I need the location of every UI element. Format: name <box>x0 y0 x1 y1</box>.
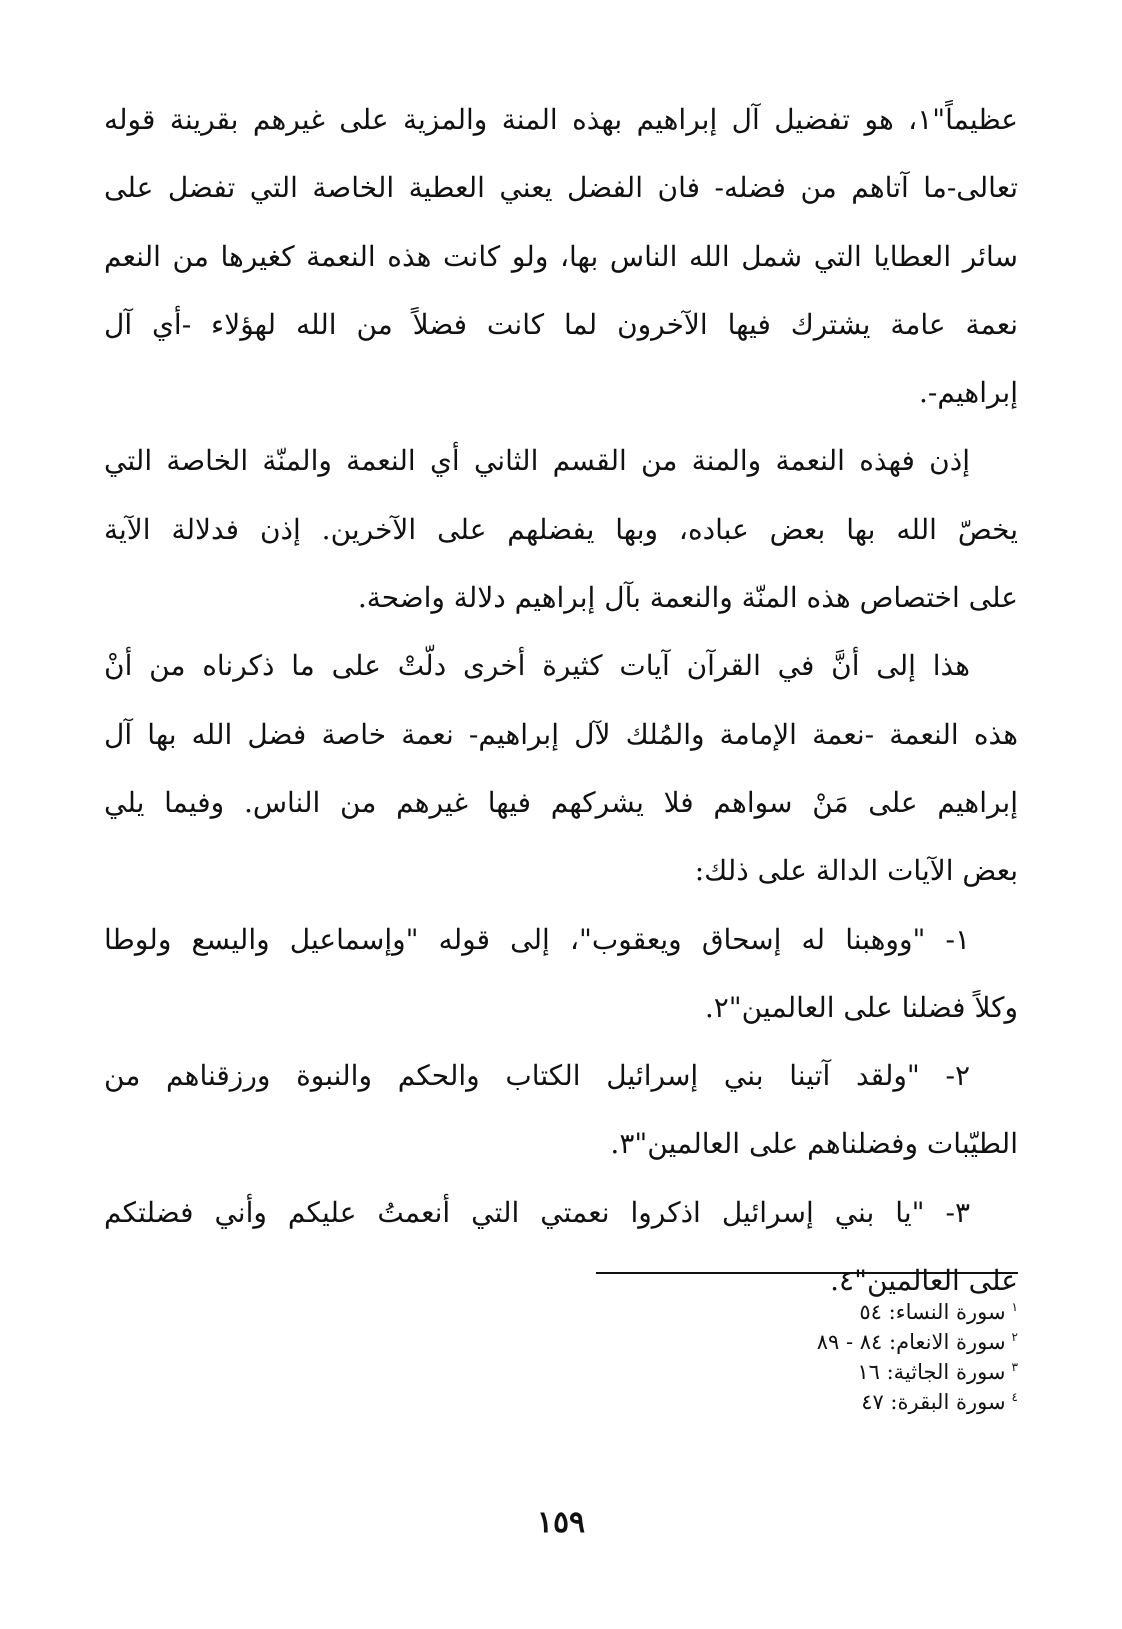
footnote-number: ٣ <box>1011 1360 1018 1374</box>
text-line: هذا إلى أنَّ في القرآن آيات كثيرة أخرى دلّتْ على ما ذكرناه من أنْ <box>104 649 970 683</box>
text-line: على اختصاص هذه المنّة والنعمة بآل إبراهيم دلالة واضحة. <box>357 581 1018 615</box>
text-line: وكلاً فضلنا على العالمين"٢. <box>704 990 1018 1024</box>
footnote-number: ٤ <box>1011 1390 1018 1404</box>
page-number: ١٥٩ <box>536 1505 586 1540</box>
text-line: نعمة عامة يشترك فيها الآخرون لما كانت فضلاً من الله لهؤلاء -أي آل <box>104 307 1018 341</box>
text-line: ٢- "ولقد آتينا بني إسرائيل الكتاب والحكم والنبوة ورزقناهم من <box>104 1059 970 1093</box>
footnote-number: ٢ <box>1011 1330 1018 1344</box>
footnote-text: سورة الجاثية: ١٦ <box>857 1360 1006 1384</box>
text-line: عظيماً"١، هو تفضيل آل إبراهيم بهذه المنة والمزية على غيرهم بقرينة قوله <box>104 103 1018 136</box>
text-line: ١- "ووهبنا له إسحاق ويعقوب"، إلى قوله "وإسماعيل واليسع ولوطا <box>104 922 970 956</box>
footnote-text: سورة البقرة: ٤٧ <box>861 1390 1006 1414</box>
text-line: إبراهيم-. <box>918 376 1018 410</box>
main-text <box>104 86 1018 1315</box>
footnotes <box>596 1292 1018 1412</box>
footnote-text: سورة الانعام: ٨٤ - ٨٩ <box>816 1330 1006 1354</box>
text-line: ٣- "يا بني إسرائيل اذكروا نعمتي التي أنعمتُ عليكم وأني فضلتكم <box>104 1195 970 1229</box>
text-line: إبراهيم على مَنْ سواهم فلا يشركهم فيها غيرهم من الناس. وفيما يلي <box>104 785 1018 819</box>
text-line: على العالمين"٤. <box>830 1264 1018 1298</box>
footnote <box>596 1352 1018 1382</box>
text-line: تعالى-ما آتاهم من فضله- فان الفضل يعني العطية الخاصة التي تفضل على <box>104 171 1018 205</box>
footnote-text: سورة النساء: ٥٤ <box>859 1300 1006 1324</box>
footnote-separator <box>596 1272 1018 1274</box>
footnote <box>596 1292 1018 1322</box>
footnote-number: ١ <box>1011 1300 1018 1314</box>
footnote <box>596 1382 1018 1412</box>
text-line: الطيّبات وفضلناهم على العالمين"٣. <box>610 1127 1018 1161</box>
text-line: بعض الآيات الدالة على ذلك: <box>694 854 1018 888</box>
footnote <box>596 1322 1018 1352</box>
text-line: سائر العطايا التي شمل الله الناس بها، ولو كانت هذه النعمة كغيرها من النعم <box>104 239 1018 273</box>
text-line: إذن فهذه النعمة والمنة من القسم الثاني أي النعمة والمنّة الخاصة التي <box>104 444 970 478</box>
text-line: يخصّ الله بها بعض عباده، وبها يفضلهم على الآخرين. إذن فدلالة الآية <box>104 512 1018 546</box>
text-line: هذه النعمة -نعمة الإمامة والمُلك لآل إبراهيم- نعمة خاصة فضل الله بها آل <box>104 717 1018 751</box>
